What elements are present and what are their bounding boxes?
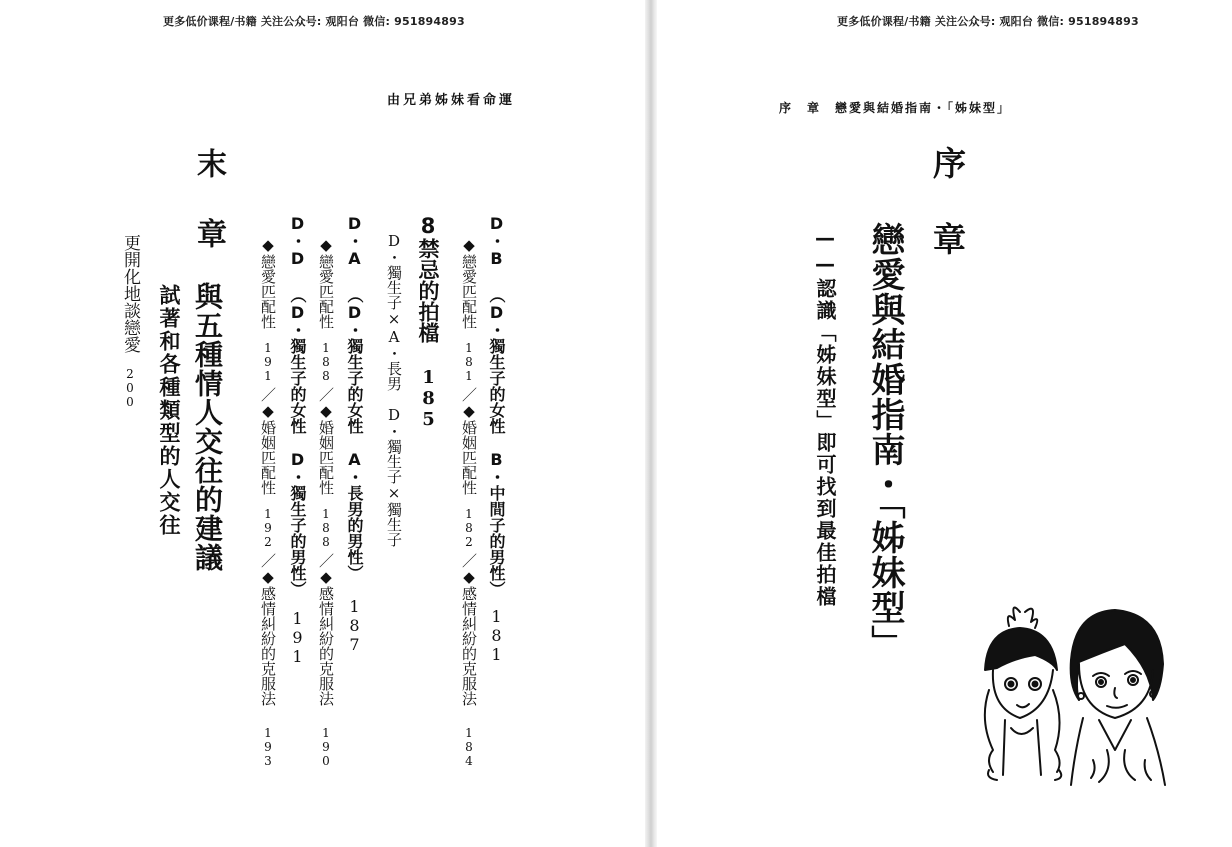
toc-page-number: 182 [462, 507, 476, 549]
chapter-label-top: 末 [191, 148, 226, 178]
toc-page-number: 192 [261, 507, 275, 549]
toc-entry-da-sub [318, 236, 333, 768]
toc-entry-db [488, 214, 504, 664]
chapter-title: 與五種情人交往的建議 [191, 282, 224, 572]
toc-section-8 [417, 214, 438, 430]
running-head: 由兄弟姊妹看命運 [387, 93, 516, 108]
toc-page-number: 191 [288, 609, 307, 666]
header-note: 更多低价课程/书籍 关注公众号: 观阳台 微信: 951894893 [163, 15, 465, 28]
toc-entry-pairs: D・獨生子×A・長男 D・獨生子×獨生子 [385, 232, 403, 547]
two-girls-illustration [975, 600, 1175, 790]
toc-entry-text: D・A （D・獨生子的女性 A・長男的男性） [345, 214, 364, 581]
running-head: 序 章 戀愛與結婚指南・「姊妹型」 [779, 101, 1012, 115]
right-page [657, 0, 1232, 847]
toc-entry-dd-sub [260, 236, 275, 768]
toc-entry-text: ／◆婚姻匹配性 [460, 387, 478, 495]
toc-page-number: 190 [319, 726, 333, 768]
toc-page-number: 193 [261, 726, 275, 768]
chapter-title: 戀愛與結婚指南・「姊妹型」 [865, 222, 905, 660]
toc-entry-text: D・B （D・獨生子的女性 B・中間子的男性） [487, 214, 506, 597]
toc-page-number: 184 [462, 726, 476, 768]
toc-page-number: 191 [261, 341, 275, 383]
chapter-label-top: 序 [928, 146, 967, 179]
toc-page-number: 188 [319, 507, 333, 549]
toc-entry-text: ／◆感情糾紛的克服法 [317, 553, 335, 706]
toc-entry-text: ／◆婚姻匹配性 [259, 387, 277, 495]
toc-page-number: 200 [123, 367, 137, 409]
book-gutter [645, 0, 657, 847]
toc-entry-da [346, 214, 362, 654]
toc-entry-text: ◆戀愛匹配性 [460, 236, 478, 329]
toc-page-number: 185 [418, 367, 439, 430]
toc-page-number: 181 [487, 607, 506, 664]
chapter-label-bottom: 章 [191, 218, 226, 248]
toc-entry-text: D・D （D・獨生子的女性 D・獨生子的男性） [288, 214, 307, 597]
chapter-subtitle: 試著和各種類型的人交往 [157, 284, 181, 537]
chapter-subtitle: ——認識「姊妹型」即可找到最佳拍檔 [813, 226, 837, 608]
toc-entry-text: ／◆感情糾紛的克服法 [259, 553, 277, 706]
toc-page-number: 188 [319, 341, 333, 383]
chapter-label-bottom: 章 [928, 222, 967, 255]
toc-entry-text: 更開化地談戀愛 [120, 234, 140, 353]
toc-page-number: 181 [462, 341, 476, 383]
toc-entry-text: ◆戀愛匹配性 [259, 236, 277, 329]
toc-entry-text: ／◆感情糾紛的克服法 [460, 553, 478, 706]
toc-entry-text: ／◆婚姻匹配性 [317, 387, 335, 495]
toc-entry-text: ◆戀愛匹配性 [317, 236, 335, 329]
toc-entry-db-sub [461, 236, 476, 768]
toc-section-title: 8禁忌的拍檔 [416, 214, 440, 343]
toc-entry-dd [289, 214, 305, 666]
header-note: 更多低价课程/书籍 关注公众号: 观阳台 微信: 951894893 [837, 15, 1139, 28]
toc-final-entry [121, 234, 138, 409]
toc-page-number: 187 [345, 597, 364, 654]
